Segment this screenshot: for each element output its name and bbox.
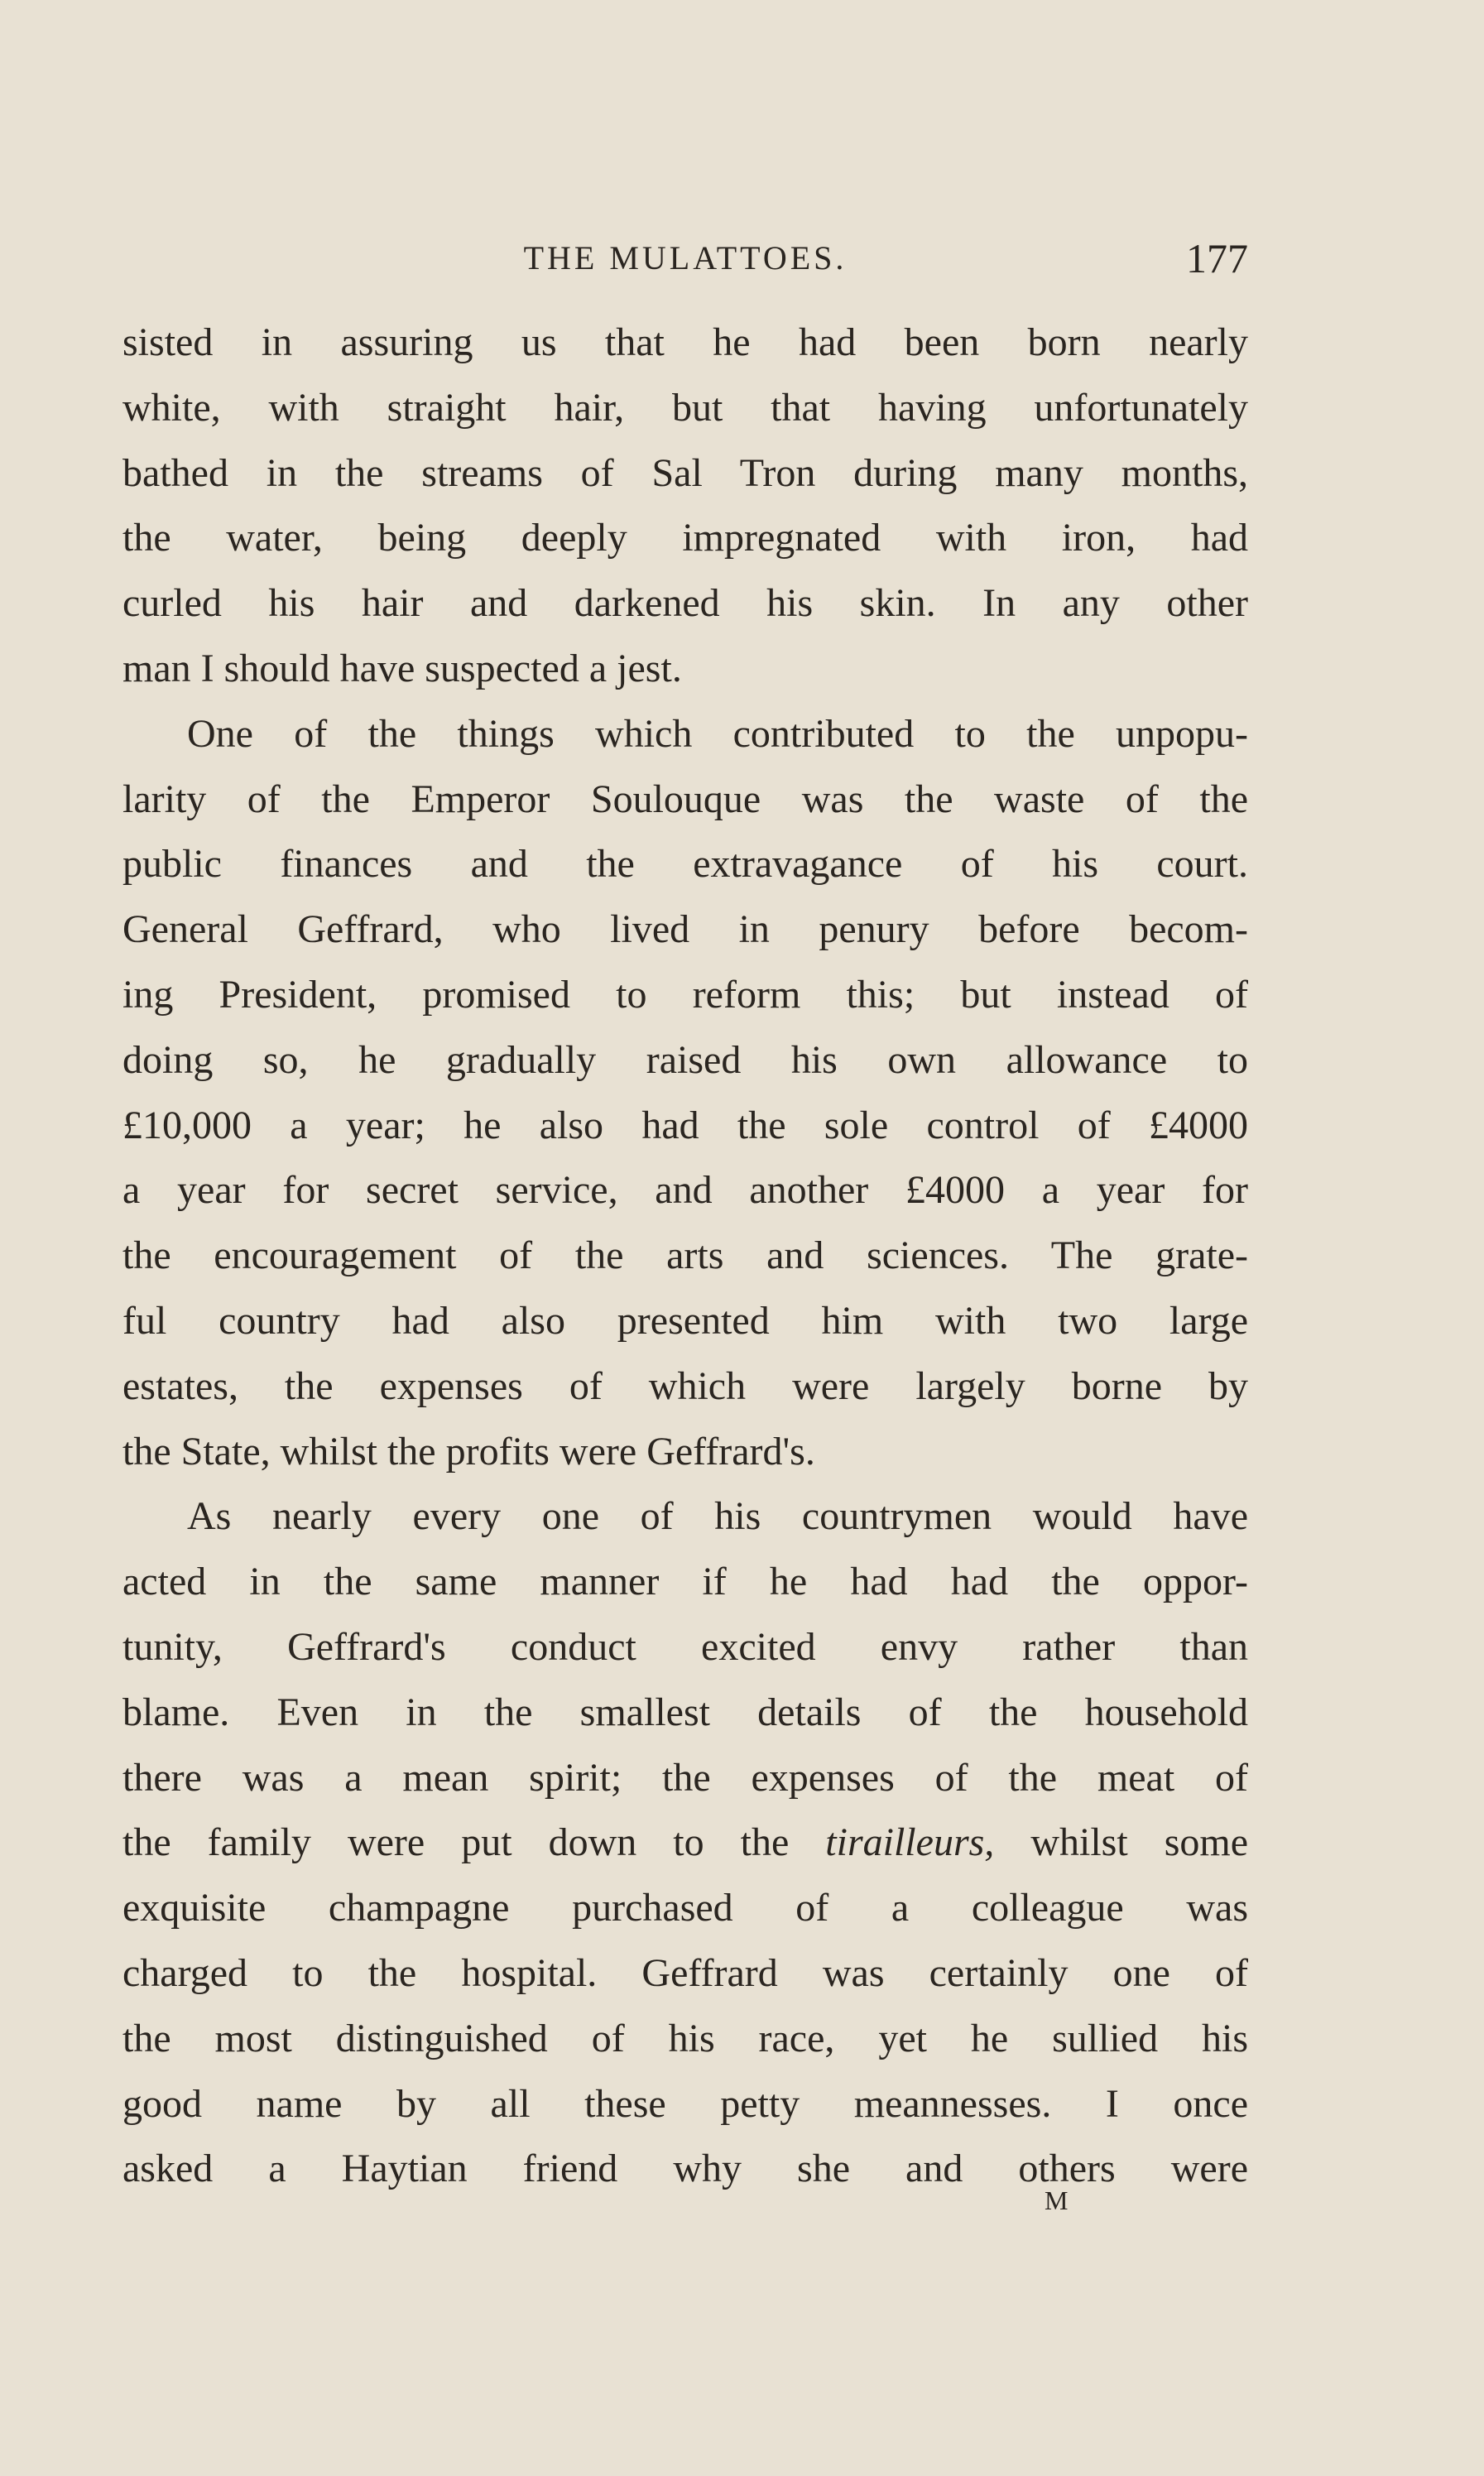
line-head: the family were put down to the (122, 1820, 826, 1865)
text-line: the water, being deeply impregnated with iron, had (122, 516, 1248, 560)
text-line: estates, the expenses of which were largely borne by (122, 1363, 1248, 1408)
text-line: As nearly every one of his countrymen would have (187, 1494, 1248, 1539)
text-line: tunity, Geffrard's conduct excited envy rather than (122, 1624, 1248, 1669)
text-line: a year for secret service, and another £4000 a year for (122, 1168, 1248, 1213)
text-line: £10,000 a year; he also had the sole control of £4000 (122, 1103, 1248, 1147)
text-line: asked a Haytian friend why she and others were (122, 2147, 1248, 2191)
text-line: sisted in assuring us that he had been born nearly (122, 320, 1248, 364)
page-number: 177 (1186, 235, 1248, 281)
text-line: larity of the Emperor Soulouque was the waste of the (122, 776, 1248, 821)
text-line: blame. Even in the smallest details of the household (122, 1690, 1248, 1734)
text-line-with-italic (122, 1810, 1248, 1876)
page-header (122, 233, 1248, 283)
text-line: curled his hair and darkened his skin. In any other (122, 581, 1248, 626)
text-line: doing so, he gradually raised his own allowance to (122, 1037, 1248, 1082)
text-line: the encouragement of the arts and sciences. The grate- (122, 1233, 1248, 1278)
text-line: white, with straight hair, but that having unfortunately (122, 385, 1248, 430)
body-text (122, 310, 1248, 2202)
line-tail: whilst some (994, 1820, 1249, 1865)
text-line: ing President, promised to reform this; but instead of (122, 972, 1248, 1017)
text-line: exquisite champagne purchased of a colleague was (122, 1886, 1248, 1930)
text-line: General Geffrard, who lived in penury before becom- (122, 907, 1248, 952)
text-line: the State, whilst the profits were Geffrard's. (122, 1429, 815, 1474)
italic-word: tirailleurs, (825, 1820, 995, 1865)
text-line: One of the things which contributed to the unpopu- (187, 711, 1248, 756)
text-line: man I should have suspected a jest. (122, 646, 682, 690)
text-line: public finances and the extravagance of his court. (122, 842, 1248, 887)
signature-mark: M (1045, 2185, 1070, 2215)
text-line: good name by all these petty meannesses. I once (122, 2081, 1248, 2126)
text-line: ful country had also presented him with two large (122, 1298, 1248, 1343)
text-line: the most distinguished of his race, yet he sullied his (122, 2016, 1248, 2060)
text-line: charged to the hospital. Geffrard was certainly one of (122, 1950, 1248, 1995)
text-line: bathed in the streams of Sal Tron during many months, (122, 450, 1248, 495)
running-title: THE MULATTOES. (523, 239, 848, 276)
text-line: there was a mean spirit; the expenses of the meat of (122, 1755, 1248, 1800)
text-line: acted in the same manner if he had had the oppor- (122, 1560, 1248, 1604)
